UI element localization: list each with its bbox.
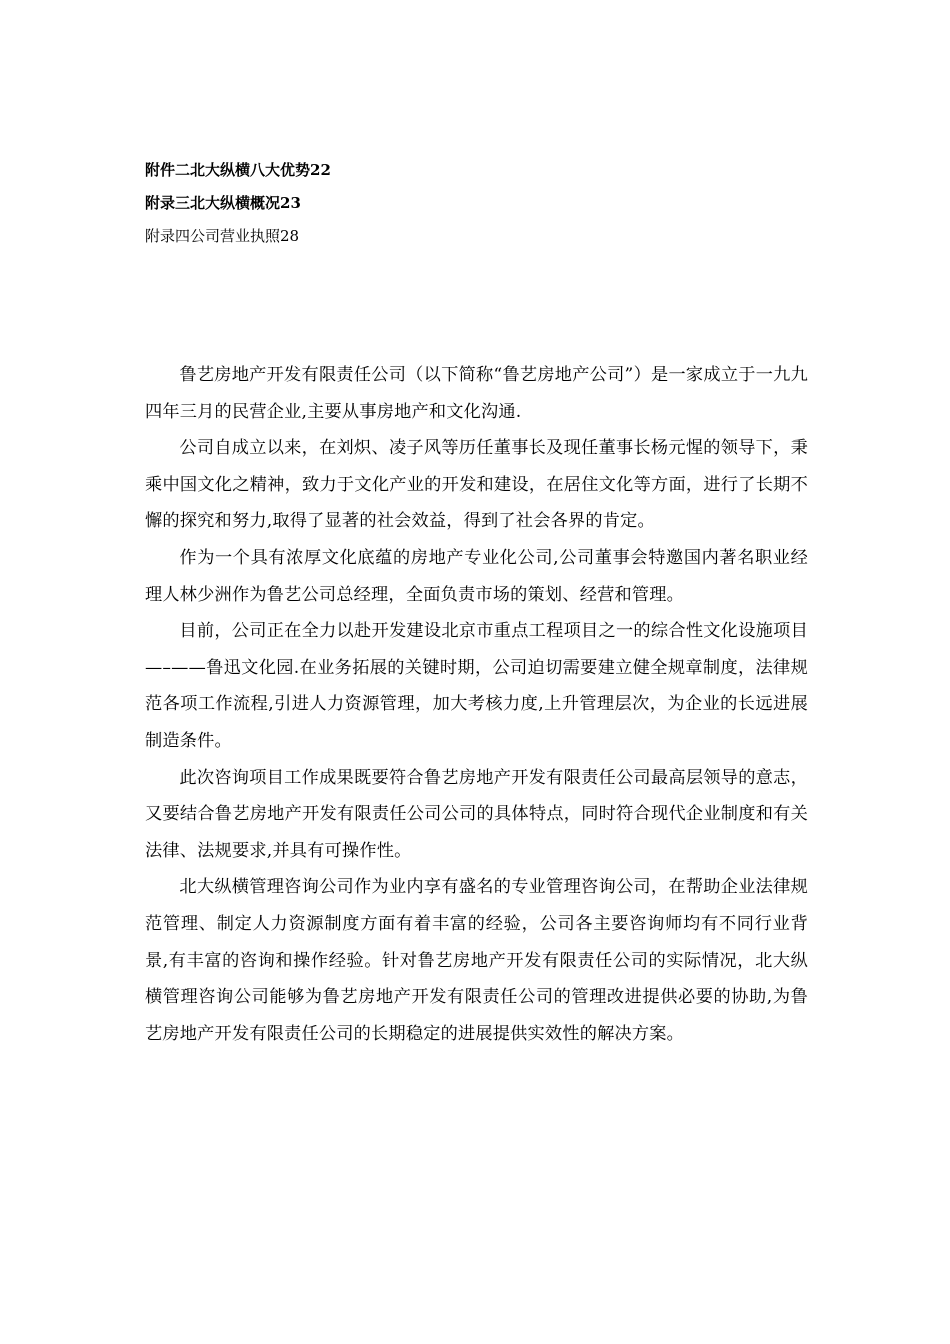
- toc-entry-appendix-3: 附录三北大纵横概况23: [145, 194, 301, 212]
- paragraph-company-intro: 鲁艺房地产开发有限责任公司（以下简称“鲁艺房地产公司”）是一家成立于一九九四年三月的民营企业,主要从事房地产和文化沟通.: [145, 365, 808, 422]
- toc-entry-appendix-2: 附件二北大纵横八大优势22: [145, 161, 331, 179]
- paragraph-current-project: 目前，公司正在全力以赴开发建设北京市重点工程项目之一的综合性文化设施项目—–——鲁迅文化园.在业务拓展的关键时期，公司迫切需要建立健全规章制度，法律规范各项工作流程,引进人力资源管理，加大考核力度,上升管理层次，为企业的长远进展制造条件。: [145, 621, 808, 751]
- paragraph-general-manager: 作为一个具有浓厚文化底蕴的房地产专业化公司,公司董事会特邀国内著名职业经理人林少洲作为鲁艺公司总经理，全面负责市场的策划、经营和管理。: [145, 547, 808, 605]
- paragraph-company-history: 公司自成立以来，在刘炽、凌子风等历任董事长及现任董事长杨元惺的领导下，秉乘中国文化之精神，致力于文化产业的开发和建设，在居住文化等方面，进行了长期不懈的探究和努力,取得了显著的社会效益，得到了社会各界的肯定。: [145, 438, 808, 532]
- paragraph-consulting-goals: 此次咨询项目工作成果既要符合鲁艺房地产开发有限责任公司最高层领导的意志，又要结合鲁艺房地产开发有限责任公司公司的具体特点，同时符合现代企业制度和有关法律、法规要求,并具有可操作性。: [145, 767, 808, 861]
- paragraph-consultant-intro: 北大纵横管理咨询公司作为业内享有盛名的专业管理咨询公司，在帮助企业法律规范管理、制定人力资源制度方面有着丰富的经验，公司各主要咨询师均有不同行业背景,有丰富的咨询和操作经验。针对鲁艺房地产开发有限责任公司的实际情况，北大纵横管理咨询公司能够为鲁艺房地产开发有限责任公司的管理改进提供必要的协助,为鲁艺房地产开发有限责任公司的长期稳定的进展提供实效性的解决方案。: [145, 877, 808, 1044]
- document-body: [145, 357, 808, 1052]
- toc-entry-appendix-4: 附录四公司营业执照28: [145, 227, 300, 245]
- table-of-contents: [145, 160, 805, 259]
